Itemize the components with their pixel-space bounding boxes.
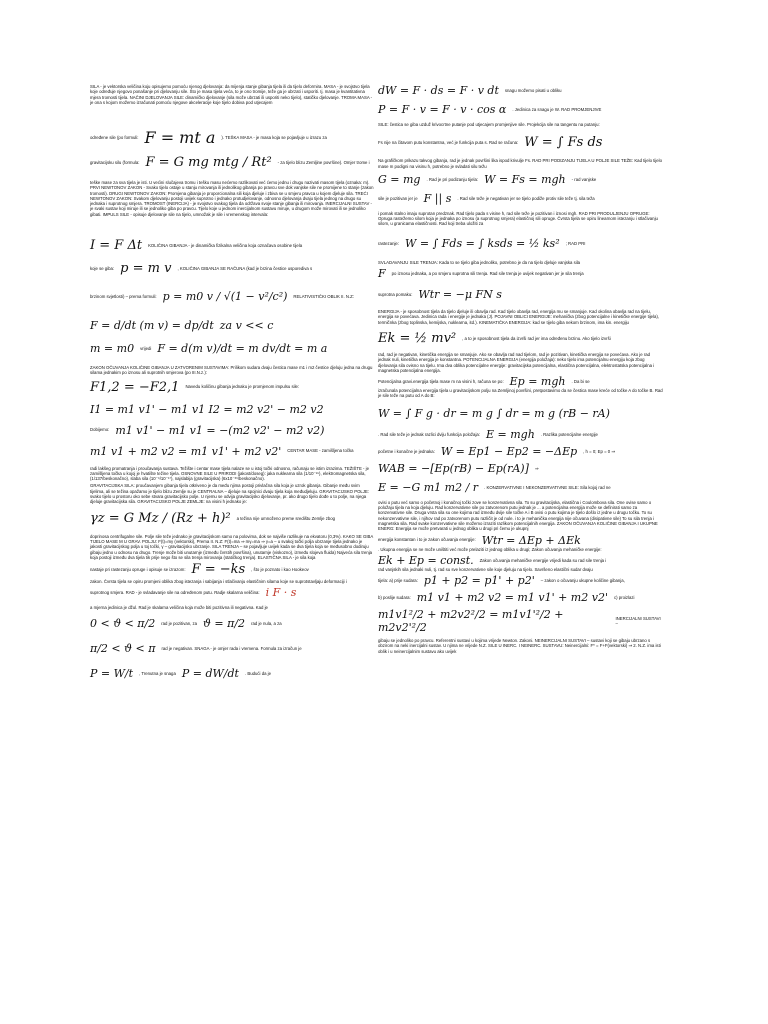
paragraph: a mjerna jedinica je džul. Rad je skalarna veličina koja može biti pozitivna ili negativna. Kad je xyxy=(90,605,268,611)
formula: F = d(m v)/dt = m dv/dt = m a xyxy=(157,342,328,355)
paragraph: i pomak stalno imaju suprotan predznak. Rad tijelo pada s visine h, rad sile teže je pozitivan i iznosi mgh. RAD PRI PRODULJENJU OPRUGE: Opruga rastežemo silom koja je jednaka po iznosu (a suprotnog smjera) elastičnoj sili opruge. Čvrsta tijela se opiru linearnom istezanju i stlačivanju silom, u granicama elastičnosti. Rad koji treba uložiti za xyxy=(378,210,658,227)
paragraph: Na grafičkom prikazu takvog gibanja, rad je jednak površini lika ispod krivulje Fs. RAD PRI PODIZANJU TIJELA U POLJE SILE TEŽE: Kad tijelo tijelo mase m podigni na visinu h, potrebno je svladati silu težu xyxy=(378,158,663,169)
text-span: , h = 0; Ep = 0 ⇒ xyxy=(583,448,615,454)
formula-row xyxy=(378,331,663,346)
text-span: ). TEŠKA MASA - je masa koja se pojavljuje u izrazu za xyxy=(221,134,327,140)
formula: E = mgh xyxy=(485,427,535,441)
formula: m1 v1' − m1 v1 = −(m2 v2' − m2 v2) xyxy=(115,423,325,437)
formula-row xyxy=(378,103,663,116)
text-span: . Razlika potencijalne energije xyxy=(540,431,598,437)
formula-row xyxy=(378,428,663,441)
text-span: . Da bi se xyxy=(571,379,590,384)
text-span: određene sile (po formuli: xyxy=(90,134,139,140)
text-span: rastezanje: xyxy=(378,240,400,246)
formula: π/2 < ϑ < π xyxy=(90,641,156,655)
text-span: - za tijelo blizu Zemljine površine). Omjer trome i xyxy=(277,159,370,165)
formula-row xyxy=(90,642,375,655)
formula: i F · s xyxy=(265,586,297,600)
paragraph: ZAKON OČUVANJA KOLIČINE GIBANJA U ZATVORENIM SUSTAVIMA: Prilikom sudara dvaju čestica mase m1 i m2 čestice djeluju jedna na drugu silama jednakim po iznosu ali suprotnih smjerova (po III.N.z.): xyxy=(90,365,373,376)
paragraph: gibaju se jednoliko po pravcu. Referentni sustavi u kojima vrijede Newton. Zakoni. NEINERCIJALNI SUSTAVI – sustavi koji se gibaju ubrzano s obzirom na neki inercijalni sustav. U njima ne vrijede N.Z. SILE U INERC. I NEINERC. SUSTAVU: Neinercijalni: F* = F+F(vektorski) ⇒ 2. N.Z. ima isti oblik i u neinercijalnim sustavu ako uvijek xyxy=(378,638,661,654)
formula-row xyxy=(378,574,663,587)
formula: P = dW/dt xyxy=(181,666,239,680)
formula-row xyxy=(90,511,375,526)
formula-condition: za v << c xyxy=(219,319,274,332)
formula-row xyxy=(378,192,663,205)
formula: W = ∫ F g · dr = m g ∫ dr = m g (rB − rA) xyxy=(378,406,610,420)
text-span: . Jedinica za snagu je W. RAD PROMJENJIVE xyxy=(512,106,602,112)
formula-row xyxy=(90,424,375,437)
text-span: tijela: a) prije sudara: xyxy=(378,577,418,583)
formula-row xyxy=(90,238,375,253)
text-span: snagu možemo pisati u obliku xyxy=(504,87,562,93)
formula: Wtr = −μ FN s xyxy=(418,288,502,302)
formula: p = m0 v / √(1 − v²/c²) xyxy=(162,290,288,303)
text-span: – zakon o očuvanju ukupne količine gibanja, xyxy=(540,577,625,583)
formula: W = Ep1 − Ep2 = −ΔEp xyxy=(440,444,578,458)
formula: W = Fs = mgh xyxy=(484,172,566,186)
formula-row xyxy=(90,403,375,416)
formula-row xyxy=(378,534,663,547)
formula-row xyxy=(90,342,375,355)
formula: P = W/t xyxy=(90,666,134,680)
text-span: Fs nije na čitavom putu konstantna, već je funkcija puta s. Rad se računa: xyxy=(378,140,519,146)
formula: F = G mg mtg / Rt² xyxy=(145,155,272,170)
formula-row xyxy=(378,288,663,301)
paragraph: doprinosa centrifugalne sile. Polje sile teže jednako je gravitacijskom samo na polovima, dok se najviše razlikuje na ekvatoru (0,3%). KAKO SE GIBA TIJELO MASE M U GRAV. POLJU: F(t)=mγ (vektorski), Prema II. N.Z: F(t)=ma ⇒ mγ=ma ⇒ γ=a – u svakoj točki polja ubrzanje tijela jednako je jakosti gravitacijskog polja u toj točki, γ – gravitacijsko ubrzanje. SILA TRENJA – se pojavljuje uvijek kada se dva tijela koja se međusobno dodiruju gibaju jedno u odnosu na drugo. Trenje može biti unutarnje (između čvrstih površina), unutarnje (viskozno), između slojeva fluida) Najveća sila trenja koja postoji između dva tijela tik prije nego što se sila trenja mirovanja (statičkog trenja). ELASTIČNA SILA - je sila koja xyxy=(90,533,374,560)
formula-row xyxy=(378,237,663,250)
formula-row xyxy=(90,380,375,395)
paragraph: rad vanjskih sila jednaki nuli, tj. rad su sve konzervativne sile koje djeluju na tijelo. Savršeno elastični sudar dvaju xyxy=(378,566,593,572)
formula-row xyxy=(378,84,663,97)
text-span: gravitacijsku silu (formula: xyxy=(90,159,140,165)
formula-row xyxy=(90,617,375,630)
right-column xyxy=(378,84,663,656)
formula: Ek = ½ mv² xyxy=(378,330,457,346)
formula: γz = G Mz / (Rz + h)² xyxy=(90,510,231,526)
left-column xyxy=(90,84,375,692)
formula: m = m0 xyxy=(90,342,135,355)
paragraph: teške mase za sva tijela je isti. U većini slučajeva tromu i tešku masu nećemo razlikovati već ćemo jednu i drugu nazivati masom tijela (oznaka: m). PRVI NEWTONOV ZAKON - Svako tijelo ostaje u stanju mirovanja ili jednolikog gibanja po pravcu sve dok vanjske sile ne promijene to stanje (zakon tromosti). DRUGI NEWTONOV ZAKON: Promjena gibanja je proporcionalna sili koja djeluje i zbiva se u smjeru pravca u kojem djeluje sila. TREĆI NEWTONOV ZAKON: Svakom djelovanju postoji uvijek suprotno i jednako protudjelovanje, odnosno djelovanja dvaju tijela jednog na drugo su jednaka i suprotnog smjera. TROMOST (INERCIJA) - je svojstvo svakog tijela da održava svoje stanje gibanja ili mirovanja. INERCIJALNI SUSTAV - je svaki sustav koji miruje ili se jednoliko giba po pravcu. Tijelo koje u jednom inercijalnom sustavu miruje, u drugom može mirovati ili se jednoliko gibati. IMPULS SILE - opisuje djelovanje sile na tijelo, umnožak je sile i vremenskog intervala: xyxy=(90,180,374,217)
paragraph: rad, rad je negativan, kinetička energija se smanjuje. Ako se obavlja rad nad tijelom, rad je pozitivan, kinetička energija se povećava. Ako je rad jednak nuli, kinetička energija je konstantna. POTENCIJALNA ENERGIJA (energija položaja): neko tijelo ima potencijalnu energiju koja zbog djelovanja sila ovisno na tijelu. Ima dva oblika potencijalne energije: gravitacijska potencijalna, elastična potencijalna, elektrostatska potencijalna i magnetska potencijalna energija. xyxy=(378,351,655,373)
text-span: CENTAR MASE - zamišljena točka xyxy=(287,448,354,454)
formula-row xyxy=(378,407,663,420)
text-span: energija konstantan i to je zakon očuvanja energije: xyxy=(378,537,476,543)
formula-row xyxy=(90,667,375,680)
text-span: c) proizlazi xyxy=(613,594,635,600)
paragraph: izračunala potencijalna energija tijela u gravitacijskom polju na Zemljinoj površini, pretpostavimo da se čestica mase kreće od točke A do točke B. Rad je sile teže na putu od A do B: xyxy=(378,388,663,399)
formula: 0 < ϑ < π/2 xyxy=(90,616,156,630)
paragraph: SILA - je vektorska veličina koju opisujemo pomoću njenog djelovanja: da mijenja stanje gibanja tijela ili da tijelo deformira. MASA - je svojstvo tijela koje određuje njegovo ponašanje pri djelovanju sile. Što je masa tijela veća, to je ono tromije, teže ga je ubrzati i usporiti. Ij. masa je kvantitativna mjera tromosti tijela. NAČINI DJELOVANJA SILE: dinamičko djelovanje (sila može ubrzati ili usporiti neko tijelo), statičko djelovanje. TROMA MASA - je ona s kojom možemo izračunati pomoću njegove akceleracije koje tijelo dobiva pod utjecajem xyxy=(90,84,373,105)
formula: E = −G m1 m2 / r xyxy=(378,480,479,494)
formula: m1v1²/2 + m2v2²/2 = m1v1'²/2 + m2v2'²/2 xyxy=(378,608,564,635)
formula-row xyxy=(90,155,375,170)
text-span: , što je poznato i kao Hookeov xyxy=(251,567,309,572)
text-span: KOLIČINA GIBANJA - je dinamička fizikalna veličina koja označava osobine tijela xyxy=(148,242,303,248)
formula-row xyxy=(90,261,375,276)
formula-row xyxy=(378,135,663,150)
formula-row xyxy=(90,128,375,147)
text-span: ⇒ xyxy=(534,465,539,471)
formula: F = −ks xyxy=(191,562,246,578)
formula: p1 + p2 = p1' + p2' xyxy=(423,574,535,588)
formula-row xyxy=(90,290,375,303)
text-span: rad je pozitivan, za xyxy=(161,620,198,626)
text-span: sile je pozitivan jer je xyxy=(378,195,418,201)
text-span: Zakon očuvanja mehaničke energije vrijedi kada su rad sile trenja i xyxy=(479,557,607,563)
text-span: nastaje pri rastezanju opruge i opisuje se izrazom: xyxy=(90,567,186,572)
formula: G = mg xyxy=(378,172,421,186)
paragraph: ENERGIJA - je sposobnost tijela da tijelo djeluje ili obavlja rad. Kad tijelo obavlja rad, energija mu se smanjuje. Kad okolina obavlja rad na tijelu, energija se povećava. Jedinica rada i energije je jednaka (J). POJAVNI OBLICI ENERGIJE: mehanička (zbog potencijalne i kinetičke energije tijela), termičnka (zbog toplinska, kemijska, nuklearna, itd.). KINEMATIČKA ENERGIJA: kad se tijelo giba nekom brzinom, ima kin. energiju xyxy=(378,309,660,325)
text-span: koje se giba: xyxy=(90,265,115,271)
text-span: . Rad je pri podizanju tijela: xyxy=(426,176,479,182)
formula: F || s xyxy=(423,191,452,205)
formula: I = F Δt xyxy=(90,238,143,253)
formula-row xyxy=(90,319,375,332)
formula: F xyxy=(378,267,386,281)
formula: dW = F · ds = F · v dt xyxy=(378,84,499,97)
paragraph: GRAVITACIJSKA SILA: proučavanjem gibanja tijela otkriveno je da među njima postoji privlačna sila koja je uzrok gibanja. Gibanje među svim tijelima, ali se težina opažamo je tijelo blizu Zemlje su je CENTRALNA – djeluje na spojnici dvaju tijela koja međudjeluju. GRAVITACIJSKO POLJE: svako tijelo u prostoru oko sebe stvara gravitacijsko polje. U njemu se odvija gravitacijsko djelovanje, pr. ako drugo tijelo dođe u to polje, na njega djeluje gravitacijska sila. GRAVITACIJSKO POLJE ZEMLJE: na visini h jednako je: xyxy=(90,483,370,505)
text-span: suprotnog smjera. RAD - je svladavanje sile na određenom putu. Radje skalarna veličina: xyxy=(90,590,260,596)
paragraph: zakon. Čvrsta tijela se opiru promjeni oblika zbog istezanja i sabijanja i stlačivanju elastičnim silama koje se suprotstavljaju deformaciji i xyxy=(90,579,347,585)
formula-row xyxy=(378,375,663,388)
formula-row xyxy=(90,562,375,577)
formula-row xyxy=(378,445,663,458)
text-span: rad je nula, a za xyxy=(251,620,282,626)
formula: m1 v1 + m2 v2 = m1 v1' + m2 v2' xyxy=(416,591,608,605)
text-span: ; RAD PRI xyxy=(565,240,586,246)
text-span: . Rad sile teže je jednak razlici dviju funkcija položaja: xyxy=(378,431,480,437)
formula: F1,2 = −F2,1 xyxy=(90,379,180,395)
formula: p = m v xyxy=(120,261,172,276)
formula: Wtr = ΔEp + ΔEk xyxy=(481,533,581,547)
formula: m1 v1 + m2 v2 = m1 v1' + m2 v2' xyxy=(90,444,282,458)
formula-row xyxy=(378,267,663,280)
formula: Ep = mgh xyxy=(509,375,566,389)
formula-row xyxy=(378,554,663,567)
text-span: a težina nije umnoženo preme središtu Zemlje zbog xyxy=(236,515,336,521)
paragraph: SILE: čestica se giba uzduž krivocrtne putanje pod utjecajem promjenjive sile. Projekcija sile na tangentu na putanju: xyxy=(378,122,600,127)
text-span: suprotna pomaku: xyxy=(378,291,413,297)
paragraph: SVLADAVANJU SILE TRENJA: Kada to se tijelo giba jednoliko, potrebno je da na tijelo djeluje vanjska sila xyxy=(378,259,581,265)
formula-row xyxy=(378,481,663,494)
text-span: početne i konačne je jednaka: xyxy=(378,448,435,454)
paragraph: ovisi o putu već samo o početnoj i konačnoj točki zove se konzervativna sila. To su gravitacijska, elastična i Coulombova sila. One ovise samo o položaju tijela na koja djeluju. Rad konzervativne sile po zatvorenom putu jednak je ... a potencijalna energija može se definirati samo za konzervativne sile. Druga vrsta sila su one kojima rad između dvije sile točke A i B ovisi o putu kojima je tijelo došlo iz jedne u drugu točku. To su nekonzervativne sile, i njihov rad po zatvorenom putu različit je od nule. i to je mehanička energija nije očuvana (disipativne sile) To su sila trenja i magnetska sila. Rad svake konzervativne sile možemo izraziti razlikom potencijalnih energija. ZAKON OČUVANJA KOLIČINE GIBANJA I UKUPNE ENERG: Energija se može pretvarati u jednog oblika u drugi pri čemu je ukupnj xyxy=(378,499,658,532)
formula: F = d/dt (m v) = dp/dt xyxy=(90,319,214,332)
text-span: , Trenutna je snaga xyxy=(139,670,176,676)
formula: WAB = −[Ep(rB) − Ep(rA)] xyxy=(378,461,529,475)
formula-row xyxy=(378,173,663,186)
text-span: b) poslije sudara: xyxy=(378,594,411,600)
text-span: Navedu količinu gibanja jednaku je promjenom impulsu sile: xyxy=(185,384,300,390)
text-span: . Rad sile teže je negativan jer se tijelo podiže protiv sile teže tj. sila teža xyxy=(457,195,595,201)
formula: ϑ = π/2 xyxy=(203,616,246,630)
text-span: , KOLIČINA GIBANJA SE RAČUNA (kad je brzina čestice usporediva s xyxy=(177,265,313,271)
formula: W = ∫ Fds = ∫ ksds = ½ ks² xyxy=(405,236,560,250)
formula: W = ∫ Fs ds xyxy=(524,135,603,151)
formula-row xyxy=(90,445,375,458)
text-span: , a to je sposobnost tijela da izvrši rad jer ima određenu brzinu. Ako tijelo izvrši xyxy=(462,335,611,341)
formula-row xyxy=(90,586,375,599)
text-span: vrijedi xyxy=(140,345,152,351)
formula-row xyxy=(378,462,663,475)
text-span: Potencijalna gravi.energija tijela mase m na visini h, računa se po: xyxy=(378,379,504,384)
text-span: - rad vanjske xyxy=(571,176,597,182)
text-span: Dobijemo: xyxy=(90,427,110,433)
text-span: brzinom svjetlosti) – prema formuli: xyxy=(90,293,157,299)
formula-row xyxy=(378,591,663,604)
formula: F = mt a xyxy=(144,128,216,147)
text-span: INERCIJALNI SUSTAVI – xyxy=(615,615,661,627)
paragraph: radi lakšeg promatranja i proučavanja sustava. Težište i centar mase tijela nalaze se u istoj točki odnosno, računaju se istim izrazima. TEŽIŠTE - je zamišljena točka u kojoj je hvatište težine tijela. OSNOVNE SILE U PRIRODI (jakost/doseg): jaka nuklearna sila (1/10⁻¹⁵), elektromagnetska sila, (1/137/beskonačno), slaba sila (10⁻⁶/10⁻¹⁷), najslabija (gravitacijska) (6x10⁻³⁹/beskonačno). xyxy=(90,465,370,482)
paragraph: . Ukupna energija se ne može uništiti već može prelaziti iz jednog oblika u drugi; Zakon očuvanja mehaničke energije: xyxy=(378,546,602,552)
text-span: po iznosu jednaka, a po smjeru suprotna sili trenja. Rad sile trenja je uvijek negativan jer je sila trenja xyxy=(391,270,584,276)
text-span: . Budući da je xyxy=(244,670,272,676)
formula: I1 = m1 v1' − m1 v1 I2 = m2 v2' − m2 v2 xyxy=(90,402,324,416)
text-span: . KONZERVATIVNE I NEKONZERVATIVNE SILE: Sila kojoj rad ne xyxy=(484,484,611,490)
text-span: RELATIVISTIČKI OBLIK II. N.Z: xyxy=(293,293,354,299)
formula: Ek + Ep = const. xyxy=(378,553,474,567)
text-span: rad je negativan. SNAGA - je omjer rada i vremena. Formula za izračun je xyxy=(161,645,302,651)
formula-row xyxy=(378,608,663,634)
formula: P = F · v = F · v · cos α xyxy=(378,103,507,116)
